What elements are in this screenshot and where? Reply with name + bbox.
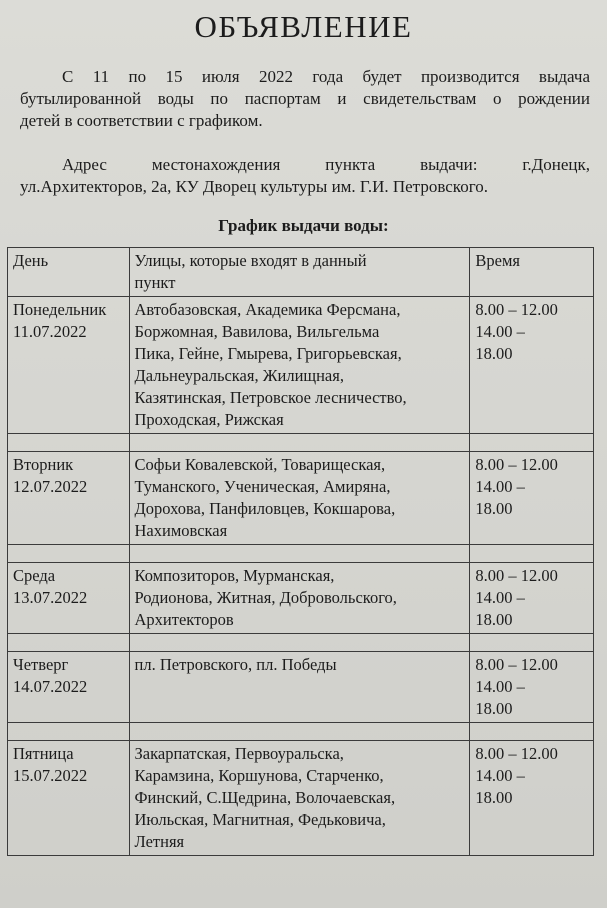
street-line: Боржомная, Вавилова, Вильгельма: [134, 322, 380, 341]
time-line: 8.00 – 12.00: [475, 655, 558, 674]
street-line: Дорохова, Панфиловцев, Кокшарова,: [134, 499, 396, 518]
street-line: Июльская, Магнитная, Федьковича,: [134, 810, 386, 829]
intro-line: С 11 по 15 июля 2022 года будет производится выдача: [62, 67, 590, 86]
street-line: Финский, С.Щедрина, Волочаевская,: [134, 788, 396, 807]
street-line: Композиторов, Мурманская,: [134, 566, 335, 585]
table-row: [8, 652, 594, 723]
street-line: Дальнеуральская, Жилищная,: [134, 366, 344, 385]
header-day: День: [8, 248, 130, 297]
day-cell: [8, 741, 130, 856]
time-line: 18.00: [475, 610, 513, 629]
street-line: Туманского, Ученическая, Амиряна,: [134, 477, 391, 496]
time-line: 8.00 – 12.00: [475, 300, 558, 319]
address-line: ул.Архитекторов, 2а, КУ Дворец культуры им. Г.И. Петровского.: [20, 177, 488, 196]
day-date: 14.07.2022: [13, 677, 88, 696]
day-date: 11.07.2022: [13, 322, 87, 341]
time-line: 14.00 –: [475, 322, 525, 341]
street-line: Пика, Гейне, Гмырева, Григорьевская,: [134, 344, 402, 363]
address-line: Адрес местонахождения пункта выдачи: г.Донецк,: [62, 155, 590, 174]
time-cell: [470, 741, 594, 856]
street-line: Нахимовская: [134, 521, 228, 540]
day-date: 13.07.2022: [13, 588, 88, 607]
time-cell: [470, 297, 594, 434]
day-cell: [8, 297, 130, 434]
time-line: 14.00 –: [475, 677, 525, 696]
time-cell: [470, 652, 594, 723]
time-line: 18.00: [475, 499, 513, 518]
time-line: 8.00 – 12.00: [475, 744, 558, 763]
time-line: 14.00 –: [475, 766, 525, 785]
intro-line: бутылированной воды по паспортам и свидетельствам о рождении: [20, 89, 590, 108]
time-line: 18.00: [475, 699, 513, 718]
streets-cell: [129, 741, 470, 856]
spacer-row: [8, 723, 594, 741]
street-line: Родионова, Житная, Добровольского,: [134, 588, 397, 607]
streets-cell: [129, 297, 470, 434]
time-line: 8.00 – 12.00: [475, 455, 558, 474]
street-line: пл. Петровского, пл. Победы: [134, 655, 337, 674]
day-date: 15.07.2022: [13, 766, 88, 785]
day-name: Вторник: [13, 455, 74, 474]
spacer-row: [8, 434, 594, 452]
street-line: Автобазовская, Академика Ферсмана,: [134, 300, 401, 319]
day-cell: [8, 452, 130, 545]
time-line: 14.00 –: [475, 477, 525, 496]
time-line: 14.00 –: [475, 588, 525, 607]
address-paragraph: [20, 154, 590, 198]
schedule-table: [7, 247, 594, 856]
street-line: Закарпатская, Первоуральска,: [134, 744, 344, 763]
day-name: Среда: [13, 566, 56, 585]
table-row: [8, 741, 594, 856]
day-name: Пятница: [13, 744, 74, 763]
street-line: Проходская, Рижская: [134, 410, 284, 429]
time-cell: [470, 563, 594, 634]
day-name: Четверг: [13, 655, 69, 674]
time-line: 18.00: [475, 344, 513, 363]
header-streets-line: пункт: [134, 273, 176, 292]
day-name: Понедельник: [13, 300, 107, 319]
day-cell: [8, 563, 130, 634]
day-cell: [8, 652, 130, 723]
streets-cell: [129, 652, 470, 723]
time-line: 18.00: [475, 788, 513, 807]
streets-cell: [129, 452, 470, 545]
street-line: Летняя: [134, 832, 185, 851]
table-header-row: [8, 248, 594, 297]
spacer-row: [8, 634, 594, 652]
time-line: 8.00 – 12.00: [475, 566, 558, 585]
street-line: Казятинская, Петровское лесничество,: [134, 388, 407, 407]
street-line: Софьи Ковалевской, Товарищеская,: [134, 455, 386, 474]
streets-cell: [129, 563, 470, 634]
header-streets: [129, 248, 470, 297]
header-time: Время: [470, 248, 594, 297]
table-row: [8, 452, 594, 545]
intro-line: детей в соответствии с графиком.: [20, 111, 263, 130]
header-streets-line: Улицы, которые входят в данный: [134, 251, 367, 270]
table-row: [8, 297, 594, 434]
time-cell: [470, 452, 594, 545]
table-row: [8, 563, 594, 634]
intro-paragraph: [20, 66, 590, 132]
spacer-row: [8, 545, 594, 563]
schedule-title: График выдачи воды:: [218, 216, 389, 235]
street-line: Карамзина, Коршунова, Старченко,: [134, 766, 384, 785]
day-date: 12.07.2022: [13, 477, 88, 496]
street-line: Архитекторов: [134, 610, 234, 629]
document-title: ОБЪЯВЛЕНИЕ: [194, 9, 413, 44]
